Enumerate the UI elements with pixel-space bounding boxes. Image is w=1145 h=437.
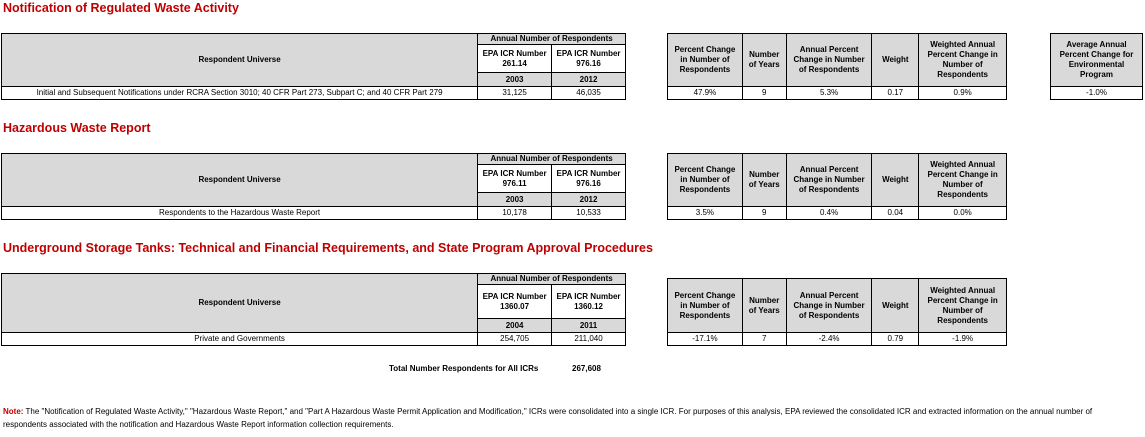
stats-header: Weight <box>872 34 919 87</box>
average-value: -1.0% <box>1051 87 1143 100</box>
stats-value: 9 <box>742 207 786 220</box>
footnote <box>3 405 1138 431</box>
average-table <box>1050 33 1143 100</box>
year-cell: 2012 <box>552 193 626 207</box>
stats-header: Number of Years <box>742 154 786 207</box>
row-label: Private and Governments <box>2 333 478 346</box>
total-value: 267,608 <box>572 364 601 373</box>
annual-respondents-header: Annual Number of Respondents <box>478 274 626 285</box>
stats-header: Weighted Annual Percent Change in Number of Respondents <box>919 34 1007 87</box>
stats-header: Percent Change in Number of Respondents <box>668 154 743 207</box>
annual-respondents-header: Annual Number of Respondents <box>478 154 626 165</box>
universe-header: Respondent Universe <box>2 274 478 333</box>
row-label: Initial and Subsequent Notifications under RCRA Section 3010; 40 CFR Part 273, Subpart C; and 40 CFR Part 279 <box>2 87 478 100</box>
stats-value: 0.9% <box>919 87 1007 100</box>
year-cell: 2004 <box>478 319 552 333</box>
value-cell: 10,178 <box>478 207 552 220</box>
stats-value: -17.1% <box>668 333 743 346</box>
stats-value: 5.3% <box>786 87 872 100</box>
average-header: Average Annual Percent Change for Environmental Program <box>1051 34 1143 87</box>
annual-respondents-header: Annual Number of Respondents <box>478 34 626 45</box>
stats-value: 3.5% <box>668 207 743 220</box>
value-cell: 254,705 <box>478 333 552 346</box>
stats-header: Weight <box>872 154 919 207</box>
universe-header: Respondent Universe <box>2 154 478 207</box>
icr-number-cell: EPA ICR Number 976.11 <box>478 165 552 193</box>
respondents-table-underground-storage-tanks <box>1 273 626 346</box>
stats-table-hazardous-waste <box>667 153 1007 220</box>
stats-value: 0.17 <box>872 87 919 100</box>
note-label: Note: <box>3 407 24 416</box>
row-label: Respondents to the Hazardous Waste Report <box>2 207 478 220</box>
section-title-notification: Notification of Regulated Waste Activity <box>3 1 239 15</box>
stats-value: -2.4% <box>786 333 872 346</box>
value-cell: 211,040 <box>552 333 626 346</box>
section-title-hazardous-waste: Hazardous Waste Report <box>3 121 151 135</box>
stats-header: Weight <box>872 279 919 333</box>
stats-header: Annual Percent Change in Number of Respondents <box>786 34 872 87</box>
universe-header: Respondent Universe <box>2 34 478 87</box>
stats-header: Weighted Annual Percent Change in Number of Respondents <box>919 279 1007 333</box>
value-cell: 10,533 <box>552 207 626 220</box>
section-title-underground-storage-tanks: Underground Storage Tanks: Technical and Financial Requirements, and State Program Approval Procedures <box>3 241 653 255</box>
year-cell: 2003 <box>478 73 552 87</box>
stats-value: 0.79 <box>872 333 919 346</box>
stats-value: 0.04 <box>872 207 919 220</box>
icr-number-cell: EPA ICR Number 976.16 <box>552 45 626 73</box>
value-cell: 31,125 <box>478 87 552 100</box>
value-cell: 46,035 <box>552 87 626 100</box>
respondents-table-notification <box>1 33 626 100</box>
year-cell: 2003 <box>478 193 552 207</box>
icr-number-cell: EPA ICR Number 1360.12 <box>552 285 626 319</box>
year-cell: 2011 <box>552 319 626 333</box>
stats-header: Number of Years <box>742 34 786 87</box>
stats-header: Weighted Annual Percent Change in Number of Respondents <box>919 154 1007 207</box>
year-cell: 2012 <box>552 73 626 87</box>
stats-table-underground-storage-tanks <box>667 278 1007 346</box>
stats-value: 47.9% <box>668 87 743 100</box>
stats-value: 0.0% <box>919 207 1007 220</box>
total-label: Total Number Respondents for All ICRs <box>389 364 539 373</box>
note-text: The "Notification of Regulated Waste Activity," "Hazardous Waste Report," and "Part A Hazardous Waste Permit Application and Modification," ICRs were consolidated into a single ICR. For purposes of this analysis, EPA reviewed the consolidated ICR and extracted information on the annual number of respondents associated with the notification and Hazardous Waste Report information collection requirements. <box>3 407 1093 429</box>
icr-number-cell: EPA ICR Number 1360.07 <box>478 285 552 319</box>
stats-header: Annual Percent Change in Number of Respondents <box>786 279 872 333</box>
respondents-table-hazardous-waste <box>1 153 626 220</box>
icr-number-cell: EPA ICR Number 261.14 <box>478 45 552 73</box>
stats-header: Percent Change in Number of Respondents <box>668 279 743 333</box>
stats-value: 7 <box>742 333 786 346</box>
stats-value: -1.9% <box>919 333 1007 346</box>
stats-value: 0.4% <box>786 207 872 220</box>
stats-table-notification <box>667 33 1007 100</box>
icr-number-cell: EPA ICR Number 976.16 <box>552 165 626 193</box>
stats-header: Annual Percent Change in Number of Respondents <box>786 154 872 207</box>
stats-header: Percent Change in Number of Respondents <box>668 34 743 87</box>
stats-header: Number of Years <box>742 279 786 333</box>
stats-value: 9 <box>742 87 786 100</box>
